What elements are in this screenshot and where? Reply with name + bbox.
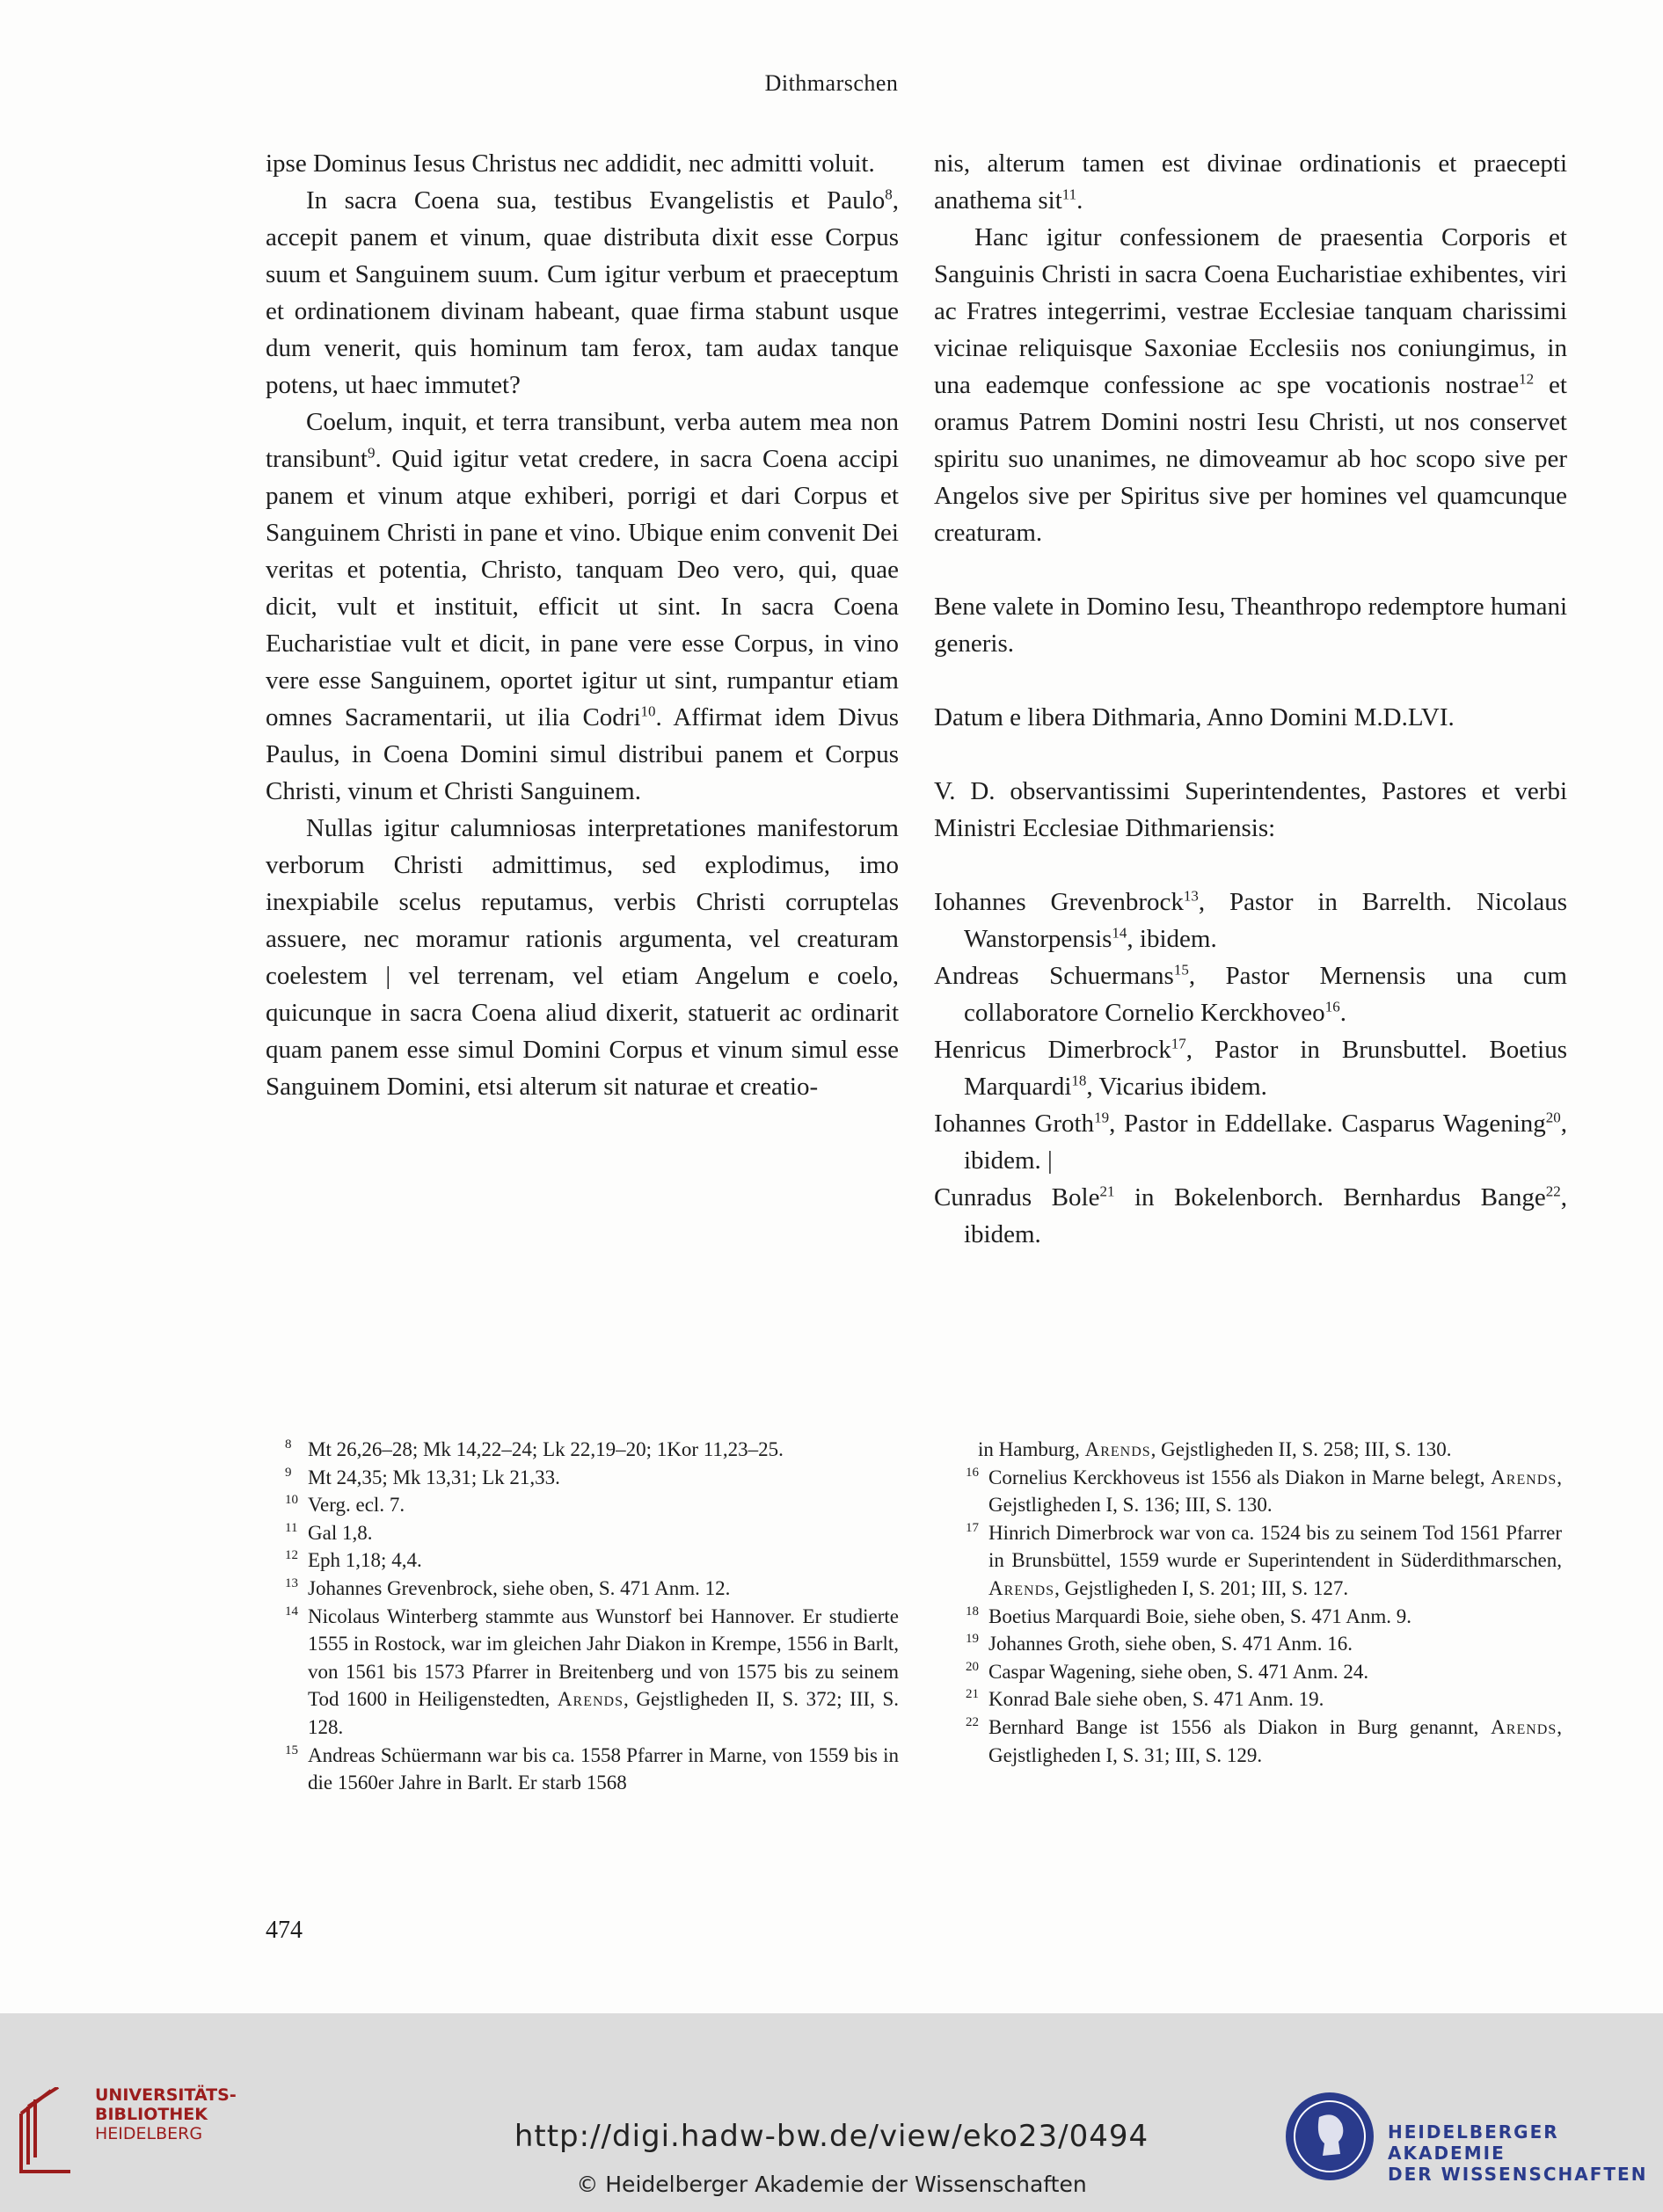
- footnote-continuation: in Hamburg, Arends, Gejstligheden II, S. 258; III, S. 130.: [978, 1438, 1452, 1460]
- footnotes-right: [946, 1436, 1562, 1769]
- signatory: Andreas Schuermans$^{15}$, Pastor Mernensis una cum collaboratore Cornelio Kerckhoveo$^{16}$.: [934, 961, 1567, 1027]
- farewell-line: Bene valete in Domino Iesu, Theanthropo redemptore humani generis.: [934, 593, 1567, 658]
- right-text-column: [934, 145, 1567, 1253]
- footnote: 17 Hinrich Dimerbrock war von ca. 1524 bis zu seinem Tod 1561 Pfarrer in Brunsbüttel, 1559 wurde er Superintendent in Süderdithmarschen, Arends, Gejstligheden I, S. 201; III, S. 127.: [966, 1520, 1562, 1599]
- footnote: 13 Johannes Grevenbrock, siehe oben, S. 471 Anm. 12.: [285, 1575, 731, 1599]
- academy-name: HEIDELBERGER AKADEMIE DER WISSENSCHAFTEN: [1388, 2121, 1648, 2185]
- footnote: 21 Konrad Bale siehe oben, S. 471 Anm. 19.: [966, 1687, 1324, 1711]
- footnote: 12 Eph 1,18; 4,4.: [285, 1548, 422, 1572]
- paragraph: Coelum, inquit, et terra transibunt, verba autem mea non transibunt$^9$. Quid igitur vetat credere, in sacra Coena accipi panem et vinum atque exhiberi, porrigi et dari Corpus et Sanguinem Christi in pane et vino. Ubique enim convenit Dei veritas et potentia, Christo, tanquam Deo vero, qui, quae dicit, vult et instituit, efficit ut sint. In sacra Coena Eucharistiae vult et dicit, in pane vere esse Corpus, in vino vere esse Sanguinem, oportet igitur ut sint, rumpantur etiam omnes Sacramentarii, ut ilia Codri$^{10}$. Affirmat idem Divus Paulus, in Coena Domini simul distribui panem et Corpus Christi, vinum et Christi Sanguinem.: [266, 408, 899, 805]
- footnotes-left: [266, 1436, 899, 1797]
- paragraph: nis, alterum tamen est divinae ordinationis et praecepti anathema sit$^{11}$.: [934, 149, 1567, 215]
- left-text-column: [266, 145, 899, 1105]
- signatories-intro: V. D. observantissimi Superintendentes, Pastores et verbi Ministri Ecclesiae Dithmariensis:: [934, 777, 1567, 842]
- footnote-ref: 11: [1061, 186, 1077, 203]
- paragraph: Hanc igitur confessionem de praesentia Corporis et Sanguinis Christi in sacra Coena Eucharistiae exhibentes, viri ac Fratres integerrimi, vestrae Ecclesiae tanquam charissimi vicinae reliquisque Saxoniae Ecclesiis nos coniungimus, in una eademque confessione ac spe vocationis nostrae$^{12}$ et oramus Patrem Domini nostri Iesu Christi, ut nos conservet spiritu suo unanimes, ne dimoveamur ab hoc scopo sive per Angelos sive per Spiritus sive per homines vel quamcunque creaturam.: [934, 223, 1567, 547]
- paragraph: Nullas igitur calumniosas interpretationes manifestorum verborum Christi admittimus, sed explodimus, imo inexpiabile scelus reputamus, verbis Christi corruptelas assuere, nec moramur rationis argumenta, vel creaturam coelestem | vel terrenam, vel etiam Angelum e coelo, quicunque in sacra Coena aliud dixerit, statuerit ac ordinarit quam panem esse simul Domini Corpus et vinum simul esse Sanguinem Domini, etsi alterum sit naturae et creatio-: [266, 814, 899, 1101]
- footnote-ref: 8: [885, 186, 893, 203]
- footnote: 15 Andreas Schüermann war bis ca. 1558 Pfarrer in Marne, von 1559 bis in die 1560er Jahre in Barlt. Er starb 1568: [285, 1743, 899, 1794]
- university-library-name: UNIVERSITÄTS- BIBLIOTHEK HEIDELBERG: [95, 2085, 237, 2143]
- date-line: Datum e libera Dithmaria, Anno Domini M.D.LVI.: [934, 703, 1455, 731]
- running-title: Dithmarschen: [764, 70, 899, 96]
- footnote: 20 Caspar Wagening, siehe oben, S. 471 Anm. 24.: [966, 1659, 1369, 1683]
- paragraph: In sacra Coena sua, testibus Evangelistis et Paulo$^8$, accepit panem et vinum, quae distributa dixit esse Corpus suum et Sanguinem suum. Cum igitur verbum et praeceptum et ordinationem divinam habeant, quae firma stabunt usque dum venerit, quis hominum tam ferox, tam audax tanque potens, ut haec immutet?: [266, 186, 899, 399]
- footnote: 16 Cornelius Kerckhoveus ist 1556 als Diakon in Marne belegt, Arends, Gejstligheden I, S. 136; III, S. 130.: [966, 1465, 1562, 1517]
- footnote-ref: 12: [1519, 370, 1535, 388]
- footnote-ref: 10: [640, 702, 656, 720]
- footnote: 9 Mt 24,35; Mk 13,31; Lk 21,33.: [285, 1465, 560, 1488]
- footnote: 10 Verg. ecl. 7.: [285, 1493, 405, 1517]
- footnote-ref: 9: [368, 444, 376, 462]
- copyright-notice: © Heidelberger Akademie der Wissenschaften: [576, 2172, 1087, 2197]
- signatory: Cunradus Bole$^{21}$ in Bokelenborch. Bernhardus Bange$^{22}$, ibidem.: [934, 1182, 1567, 1248]
- source-url-link[interactable]: http://digi.hadw-bw.de/view/eko23/0494: [514, 2119, 1149, 2154]
- footnote: 19 Johannes Groth, siehe oben, S. 471 Anm. 16.: [966, 1632, 1353, 1655]
- signatory: Iohannes Groth$^{19}$, Pastor in Eddellake. Casparus Wagening$^{20}$, ibidem. |: [934, 1109, 1568, 1175]
- footnote: 22 Bernhard Bange ist 1556 als Diakon in Burg genannt, Arends, Gejstligheden I, S. 31; III, S. 129.: [966, 1714, 1562, 1766]
- footnote: 14 Nicolaus Winterberg stammte aus Wunstorf bei Hannover. Er studierte 1555 in Rostock, war im gleichen Jahr Diakon in Krempe, 1556 in Barlt, von 1561 bis 1573 Pfarrer in Breitenberg und von 1575 bis zu seinem Tod 1600 in Heiligenstedten, Arends, Gejstligheden II, S. 372; III, S. 128.: [285, 1604, 899, 1738]
- academy-seal-icon: [1284, 2091, 1375, 2182]
- page-number: 474: [266, 1917, 303, 1944]
- footnote: 18 Boetius Marquardi Boie, siehe oben, S. 471 Anm. 9.: [966, 1604, 1412, 1627]
- paragraph: ipse Dominus Iesus Christus nec addidit, nec admitti voluit.: [266, 149, 875, 178]
- footnote: 11 Gal 1,8.: [285, 1520, 373, 1544]
- footnote: 8 Mt 26,26–28; Mk 14,22–24; Lk 22,19–20; 1Kor 11,23–25.: [285, 1437, 784, 1460]
- signatory: Henricus Dimerbrock$^{17}$, Pastor in Brunsbuttel. Boetius Marquardi$^{18}$, Vicarius ibidem.: [934, 1035, 1567, 1101]
- signatory: Iohannes Grevenbrock$^{13}$, Pastor in Barrelth. Nicolaus Wanstorpensis$^{14}$, ibidem.: [934, 887, 1567, 953]
